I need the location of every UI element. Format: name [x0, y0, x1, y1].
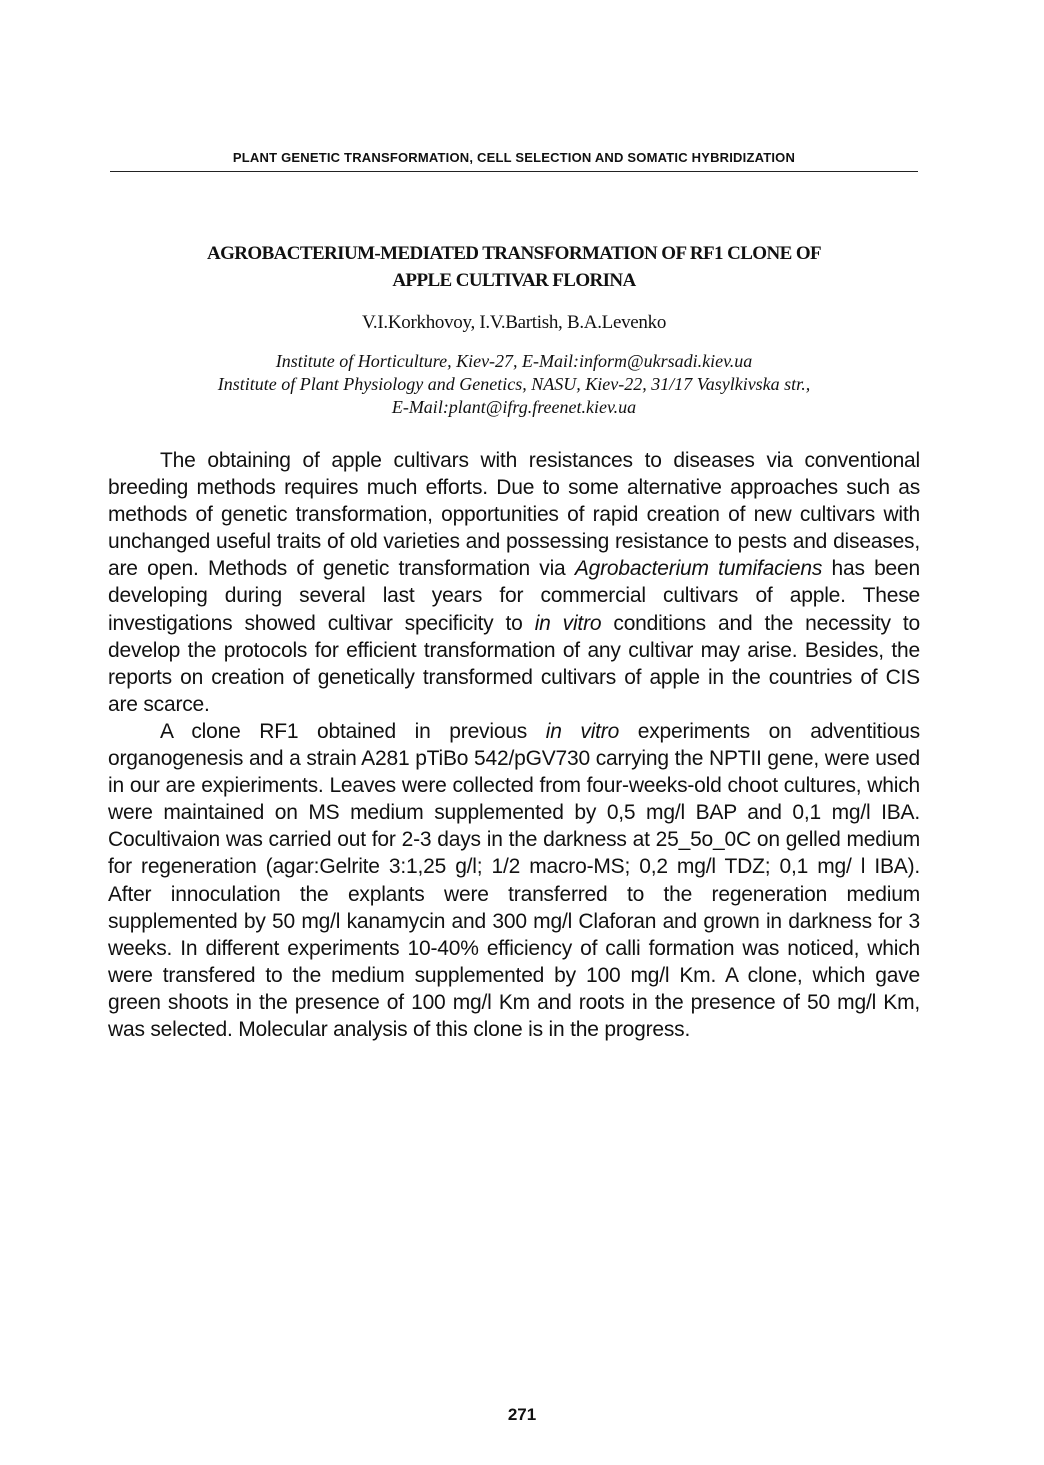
paragraph-2-italic-a: in vitro [545, 719, 620, 743]
paragraph-1-text-b: has been developing during several last years for commercial cultivars of apple. These investigations showed cultivar specificity to [108, 557, 920, 635]
affiliation-line-1: Institute of Horticulture, Kiev-27, E-Mail:inform@ukrsadi.kiev.ua [275, 351, 753, 371]
paragraph-1-italic-b: in vitro [534, 611, 602, 635]
affiliation-line-2: Institute of Plant Physiology and Genetics, NASU, Kiev-22, 31/17 Vasylkivska str., [217, 374, 811, 394]
title-line-2: APPLE CULTIVAR FLORINA [392, 270, 636, 291]
paragraph-2-text-b: experiments on adventitious organogenesis and a strain A281 pTiBo 542/pGV730 carrying the NPTII gene, were used in our are expieriments. Leaves were collected from four-weeks-old choot cultures, which were maintained on MS medium supplemented by 0,5 mg/l BAP and 0,1 mg/l IBA. Cocultivaion was carried out for 2-3 days in the darkness at 25_5o_0C on gelled medium for regeneration (agar:Gelrite 3:1,25 g/l; 1/2 macro-MS; 0,2 mg/l TDZ; 0,1 mg/ l IBA). After innoculation the explants were transferred to the regeneration medium supplemented by 50 mg/l kanamycin and 300 mg/l Claforan and grown in darkness for 3 weeks. In different experiments 10-40% efficiency of calli formation was noticed, which were transfered to the medium supplemented by 100 mg/l Km. A clone, which gave green shoots in the presence of 100 mg/l Km and roots in the presence of 50 mg/l Km, was selected. Molecular analysis of this clone is in the progress. [108, 719, 920, 1041]
paragraph-1-italic-a: Agrobacterium tumifaciens [574, 557, 823, 581]
paragraph-2-text-a: A clone RF1 obtained in previous [160, 719, 546, 743]
affiliation-line-3: E-Mail:plant@ifrg.freenet.kiev.ua [391, 397, 637, 417]
affiliations [100, 350, 928, 419]
header-divider [110, 171, 918, 172]
authors: V.I.Korkhovoy, I.V.Bartish, B.A.Levenko [361, 312, 667, 333]
paper-title [100, 240, 928, 294]
paragraph-2 [108, 718, 920, 1043]
paragraph-1 [108, 447, 920, 718]
page-number: 271 [507, 1405, 537, 1424]
abstract-body [108, 447, 920, 1043]
paragraph-1-text-a: The obtaining of apple cultivars with resistances to diseases via conventional breeding methods requires much efforts. Due to some alternative approaches such as methods of genetic transformation, opportunities of rapid creation of new cultivars with unchanged useful traits of old varieties and possessing resistance to pests and diseases, are open. Methods of genetic transformation via [108, 449, 920, 581]
paragraph-1-text-c: conditions and the necessity to develop the protocols for efficient transformation of any cultivar may arise. Besides, the reports on creation of genetically transformed cultivars of apple in the countries of CIS are scarce. [108, 611, 920, 716]
title-line-1: AGROBACTERIUM-MEDIATED TRANSFORMATION OF RF1 CLONE OF [206, 243, 822, 264]
running-head: PLANT GENETIC TRANSFORMATION, CELL SELECTION AND SOMATIC HYBRIDIZATION [232, 150, 796, 165]
